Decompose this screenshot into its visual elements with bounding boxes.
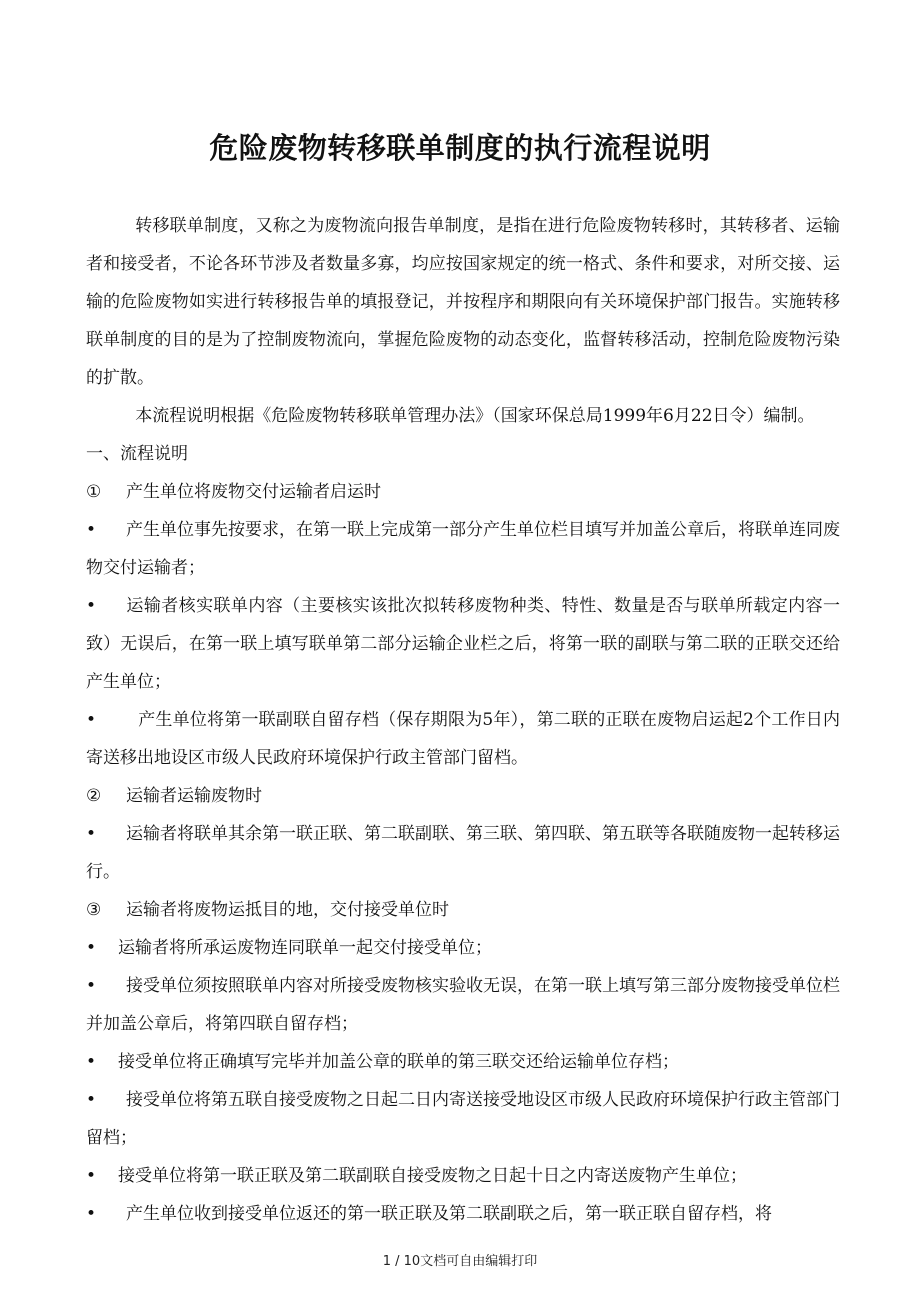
list-item-text: 运输者核实联单内容（主要核实该批次拟转移废物种类、特性、数量是否与联单所载定内容一致）无误后，在第一联上填写联单第二部分运输企业栏之后，将第一联的副联与第二联的正联交还给产生单位； [86, 596, 840, 692]
list-item-text: 接受单位须按照联单内容对所接受废物核实验收无误，在第一联上填写第三部分废物接受单位栏并加盖公章后，将第四联自留存档； [86, 976, 840, 1034]
bullet-icon: • [86, 596, 97, 616]
document-body [86, 207, 840, 1233]
list-item [86, 1157, 840, 1195]
list-item [86, 1195, 840, 1233]
list-item [86, 701, 840, 777]
list-item-text: 运输者将联单其余第一联正联、第二联副联、第三联、第四联、第五联等各联随废物一起转移运行。 [86, 824, 840, 882]
step-heading-3 [86, 891, 840, 929]
list-item [86, 967, 840, 1043]
step-heading-2 [86, 777, 840, 815]
list-item [86, 1043, 840, 1081]
bullet-icon: • [86, 1166, 97, 1186]
step-marker: ① [86, 482, 102, 502]
list-item [86, 815, 840, 891]
list-item-text: 产生单位收到接受单位返还的第一联正联及第二联副联之后，第一联正联自留存档，将 [126, 1204, 772, 1224]
section-heading: 一、流程说明 [86, 444, 188, 464]
list-item-text: 产生单位事先按要求，在第一联上完成第一部分产生单位栏目填写并加盖公章后，将联单连同废物交付运输者； [86, 520, 840, 578]
bullet-icon: • [86, 1204, 97, 1224]
step-heading-1 [86, 473, 840, 511]
step-title: 运输者将废物运抵目的地，交付接受单位时 [126, 900, 449, 920]
bullet-icon: • [86, 710, 97, 730]
list-item-text: 产生单位将第一联副联自留存档（保存期限为5年），第二联的正联在废物启运起2个工作日内寄送移出地设区市级人民政府环境保护行政主管部门留档。 [86, 710, 840, 768]
bullet-icon: • [86, 1052, 97, 1072]
intro-paragraph-2: 本流程说明根据《危险废物转移联单管理办法》（国家环保总局1999年6月22日令）编制。 [135, 406, 815, 426]
list-item [86, 1081, 840, 1157]
step-title: 产生单位将废物交付运输者启运时 [126, 482, 381, 502]
step-marker: ② [86, 786, 102, 806]
list-item [86, 511, 840, 587]
bullet-icon: • [86, 824, 97, 844]
document-title: 危险废物转移联单制度的执行流程说明 [209, 131, 711, 165]
page-number: 1 / 10 [382, 1254, 421, 1269]
bullet-icon: • [86, 938, 97, 958]
step-marker: ③ [86, 900, 102, 920]
intro-paragraph-1: 转移联单制度，又称之为废物流向报告单制度，是指在进行危险废物转移时，其转移者、运输者和接受者，不论各环节涉及者数量多寡，均应按国家规定的统一格式、条件和要求，对所交接、运输的危险废物如实进行转移报告单的填报登记，并按程序和期限向有关环境保护部门报告。实施转移联单制度的目的是为了控制废物流向，掌握危险废物的动态变化，监督转移活动，控制危险废物污染的扩散。 [86, 216, 840, 388]
list-item-text: 接受单位将第五联自接受废物之日起二日内寄送接受地设区市级人民政府环境保护行政主管部门留档； [86, 1090, 840, 1148]
page-footer [0, 1252, 920, 1272]
bullet-icon: • [86, 1090, 97, 1110]
footer-note: 文档可自由编辑打印 [420, 1254, 538, 1269]
bullet-icon: • [86, 520, 97, 540]
list-item-text: 运输者将所承运废物连同联单一起交付接受单位； [118, 938, 492, 958]
bullet-icon: • [86, 976, 97, 996]
list-item [86, 929, 840, 967]
step-title: 运输者运输废物时 [126, 786, 262, 806]
list-item-text: 接受单位将正确填写完毕并加盖公章的联单的第三联交还给运输单位存档； [118, 1052, 679, 1072]
list-item [86, 587, 840, 701]
list-item-text: 接受单位将第一联正联及第二联副联自接受废物之日起十日之内寄送废物产生单位； [118, 1166, 747, 1186]
